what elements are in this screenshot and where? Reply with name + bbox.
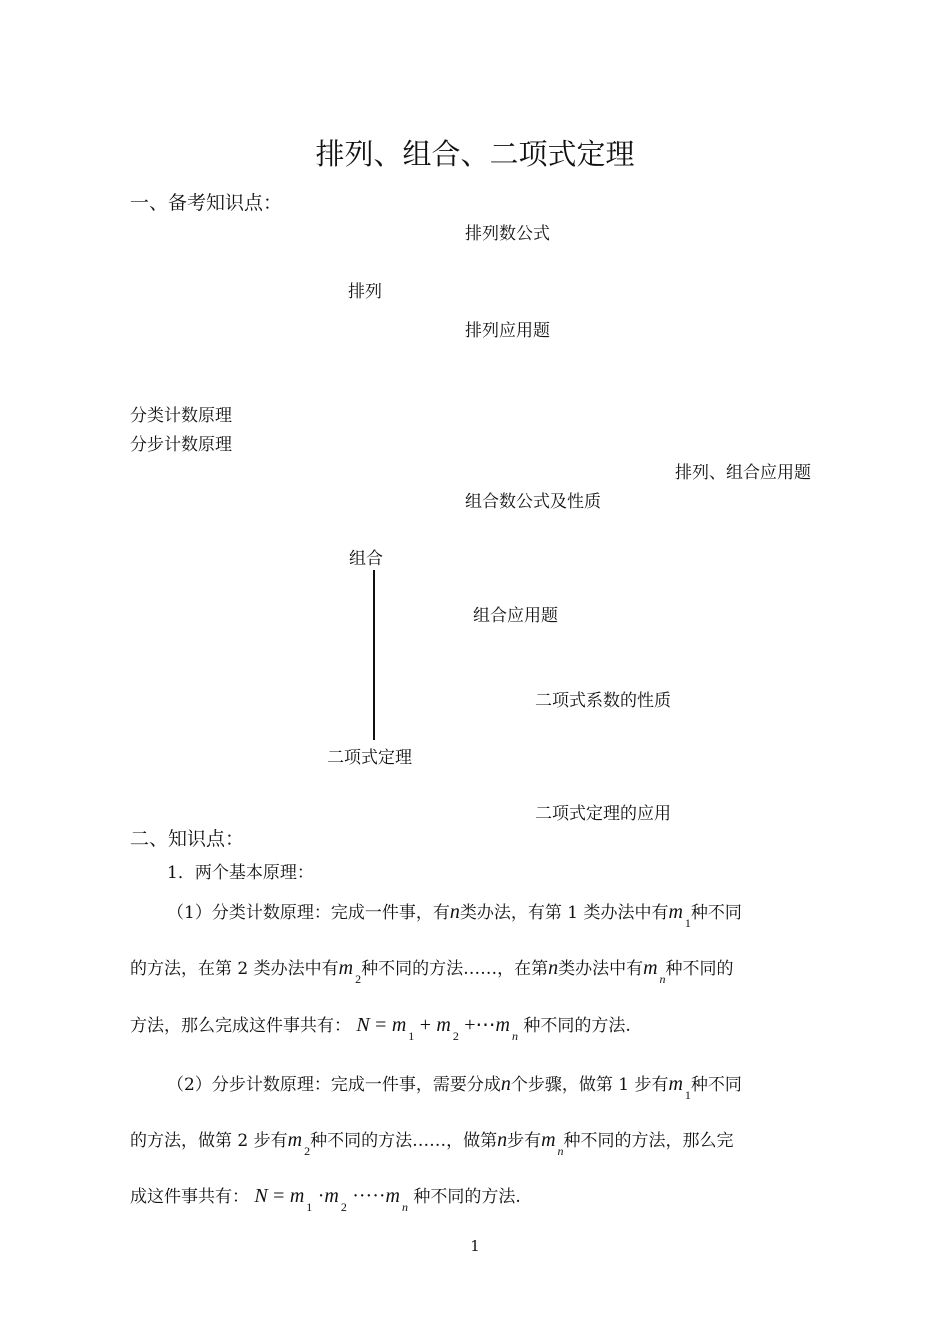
math-plus: + [419,1014,431,1036]
diagram-node-zuhe-formula: 组合数公式及性质 [465,492,601,512]
p2-text: 的方法，做第 2 步有 [130,1131,288,1151]
p1-text: 种不同 [690,903,742,923]
math-subscript: 2 [340,1200,347,1214]
diagram-node-pailie-app: 排列应用题 [465,321,550,341]
math-m: m [643,957,658,979]
p2-text: 种不同的方法，那么完 [563,1131,734,1151]
p2-text: 成这件事共有： [130,1187,249,1207]
page-title: 排列、组合、二项式定理 [315,137,635,171]
math-subscript: 2 [304,1144,311,1158]
p2-text: 种不同的方法……，做第 [310,1131,498,1151]
math-cdots: ····· [352,1185,386,1207]
diagram-node-pailie-zuhe-app: 排列、组合应用题 [675,463,811,483]
p2-line-1 [167,1070,742,1102]
p1-text: 类办法，有第 1 类办法中有 [459,903,669,923]
diagram-node-pailie-formula: 排列数公式 [465,224,550,244]
math-cdot: · [317,1185,325,1207]
diagram-node-fenlei: 分类计数原理 [130,406,232,426]
math-subscript: 1 [408,1029,415,1043]
math-subscript: 1 [684,916,691,930]
math-m: m [385,1185,400,1207]
math-m: m [668,1073,683,1095]
math-subscript: n [557,1144,564,1158]
p1-text: 种不同的方法……，在第 [361,959,549,979]
math-m: m [338,957,354,979]
math-m: m [495,1014,510,1036]
math-eq: = [273,1185,285,1207]
math-subscript: n [402,1200,408,1214]
p1-text: 种不同的 [665,959,734,979]
p2-text: 步有 [507,1131,542,1151]
math-subscript: 1 [684,1088,691,1102]
math-m: m [324,1185,339,1207]
math-subscript: 2 [452,1029,459,1043]
diagram-node-binom-coef: 二项式系数的性质 [535,691,671,711]
math-m: m [289,1185,305,1207]
p1-text: （1）分类计数原理：完成一件事，有 [167,903,450,923]
diagram-node-zuhe: 组合 [349,549,383,569]
math-plus: + [464,1014,476,1036]
p2-text: 个步骤，做第 1 步有 [510,1075,669,1095]
math-n: n [449,901,460,923]
math-m: m [391,1014,407,1036]
math-m: m [436,1014,451,1036]
p1-line-3 [130,1011,631,1043]
p1-text: 类办法中有 [558,959,644,979]
math-m: m [287,1129,303,1151]
math-eq: = [375,1014,387,1036]
math-N: N [254,1185,268,1207]
diagram-node-binom-app: 二项式定理的应用 [535,804,671,824]
p1-text: 种不同的方法. [523,1016,631,1036]
math-subscript: 1 [306,1200,313,1214]
math-dots: ⋯ [475,1014,496,1036]
p1-line-2 [130,954,734,986]
p2-text: （2）分步计数原理：完成一件事，需要分成 [167,1075,501,1095]
page-number: 1 [470,1237,480,1255]
diagram-node-pailie: 排列 [348,282,382,302]
p2-line-3 [130,1182,521,1214]
math-N: N [356,1014,370,1036]
diagram-node-binom: 二项式定理 [327,748,412,768]
diagram-node-fenbu: 分步计数原理 [130,435,232,455]
p1-line-1 [167,898,742,930]
p2-text: 种不同 [690,1075,742,1095]
section-2-heading: 二、知识点： [130,828,245,850]
math-subscript: n [511,1029,518,1043]
p1-text: 的方法，在第 2 类办法中有 [130,959,339,979]
math-n: n [500,1073,511,1095]
math-n: n [497,1129,508,1151]
item-1-heading: 1．两个基本原理： [167,863,314,883]
math-subscript: 2 [355,972,362,986]
math-n: n [548,957,559,979]
p2-text: 种不同的方法. [413,1187,521,1207]
section-1-heading: 一、备考知识点： [130,192,283,214]
diagram-connector-line [373,570,375,740]
diagram-node-zuhe-app: 组合应用题 [473,606,558,626]
math-m: m [668,901,683,923]
math-subscript: n [659,972,666,986]
p1-text: 方法，那么完成这件事共有： [130,1016,351,1036]
math-m: m [541,1129,556,1151]
p2-line-2 [130,1126,734,1158]
